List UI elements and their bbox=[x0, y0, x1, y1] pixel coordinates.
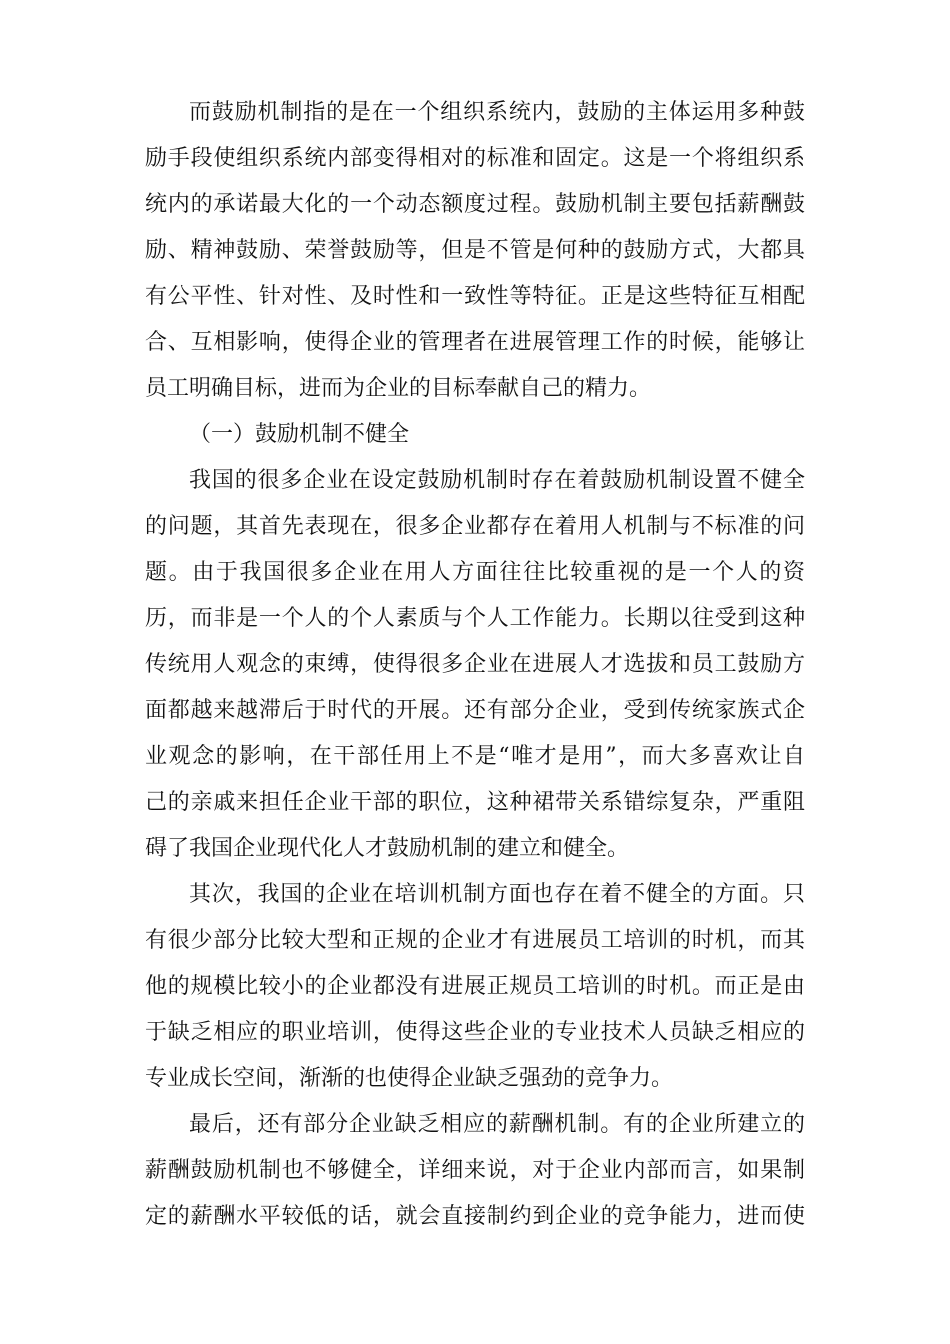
paragraph-line: 有很少部分比较大型和正规的企业才有进展员工培训的时机，而其 bbox=[145, 928, 805, 953]
paragraph-line: 薪酬鼓励机制也不够健全，详细来说，对于企业内部而言，如果制 bbox=[145, 1158, 805, 1183]
paragraph-line: 他的规模比较小的企业都没有进展正规员工培训的时机。而正是由 bbox=[145, 974, 805, 999]
paragraph-line: 传统用人观念的束缚，使得很多企业在进展人才选拔和员工鼓励方 bbox=[145, 652, 805, 677]
paragraph-line: 合、互相影响，使得企业的管理者在进展管理工作的时候，能够让 bbox=[145, 330, 805, 355]
paragraph-line: 面都越来越滞后于时代的开展。还有部分企业，受到传统家族式企 bbox=[145, 698, 805, 723]
section-heading: （一）鼓励机制不健全 bbox=[189, 422, 410, 447]
paragraph-line: 历，而非是一个人的个人素质与个人工作能力。长期以往受到这种 bbox=[145, 606, 805, 631]
paragraph-line: 励手段使组织系统内部变得相对的标准和固定。这是一个将组织系 bbox=[145, 146, 805, 171]
paragraph-line: 的问题，其首先表现在，很多企业都存在着用人机制与不标准的问 bbox=[145, 514, 805, 539]
paragraph-line: 专业成长空间，渐渐的也使得企业缺乏强劲的竞争力。 bbox=[145, 1066, 674, 1091]
document-body bbox=[145, 90, 805, 1240]
paragraph-line: 己的亲戚来担任企业干部的职位，这种裙带关系错综复杂，严重阻 bbox=[145, 790, 805, 815]
paragraph-line: 碍了我国企业现代化人才鼓励机制的建立和健全。 bbox=[145, 836, 630, 861]
paragraph-line: 于缺乏相应的职业培训，使得这些企业的专业技术人员缺乏相应的 bbox=[145, 1020, 805, 1045]
paragraph-line: 员工明确目标，进而为企业的目标奉献自己的精力。 bbox=[145, 376, 652, 401]
paragraph-line: 其次，我国的企业在培训机制方面也存在着不健全的方面。只 bbox=[189, 882, 805, 907]
paragraph-line: 我国的很多企业在设定鼓励机制时存在着鼓励机制设置不健全 bbox=[189, 468, 805, 493]
paragraph-line: 有公平性、针对性、及时性和一致性等特征。正是这些特征互相配 bbox=[145, 284, 805, 309]
paragraph-line: 最后，还有部分企业缺乏相应的薪酬机制。有的企业所建立的 bbox=[189, 1112, 805, 1137]
paragraph-line: 励、精神鼓励、荣誉鼓励等，但是不管是何种的鼓励方式，大都具 bbox=[145, 238, 805, 263]
paragraph-line: 业观念的影响，在干部任用上不是“唯才是用”，而大多喜欢让自 bbox=[145, 744, 805, 769]
paragraph-line: 定的薪酬水平较低的话，就会直接制约到企业的竞争能力，进而使 bbox=[145, 1204, 805, 1229]
paragraph-line: 题。由于我国很多企业在用人方面往往比较重视的是一个人的资 bbox=[145, 560, 805, 585]
paragraph-line: 而鼓励机制指的是在一个组织系统内，鼓励的主体运用多种鼓 bbox=[189, 100, 805, 125]
paragraph-line: 统内的承诺最大化的一个动态额度过程。鼓励机制主要包括薪酬鼓 bbox=[145, 192, 805, 217]
